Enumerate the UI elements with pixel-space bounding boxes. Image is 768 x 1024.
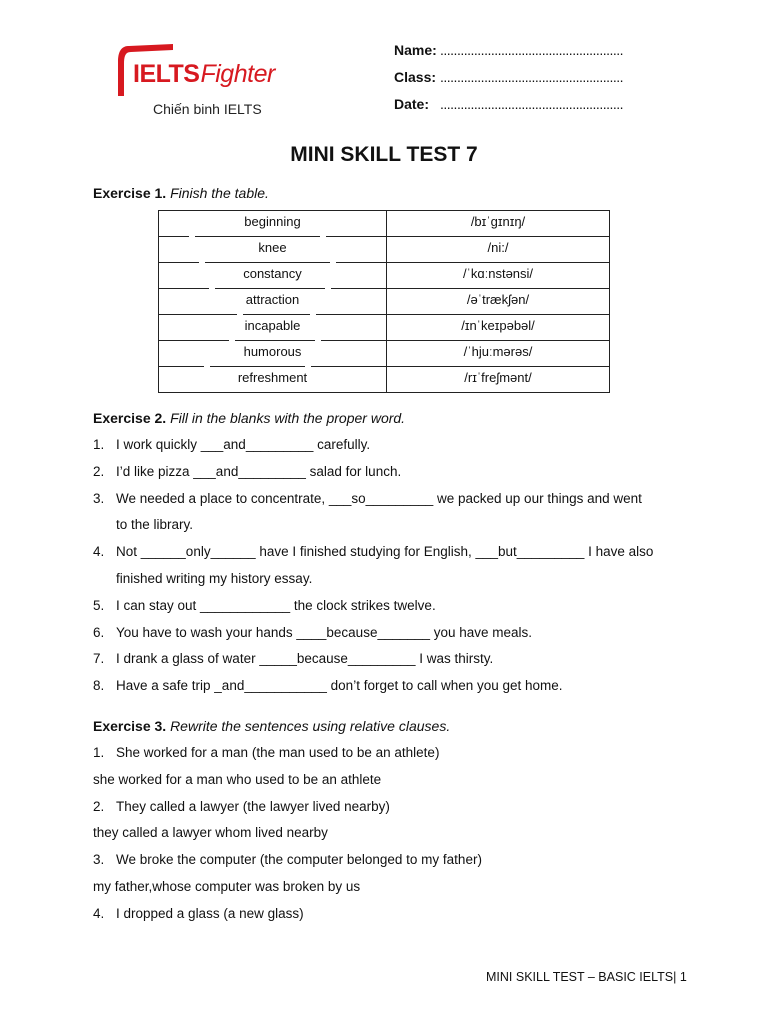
item-text[interactable]: I’d like pizza ___and_________ salad for lunch. xyxy=(116,463,402,479)
item-number: 4. xyxy=(93,905,105,921)
exercise1-label: Exercise 1. xyxy=(93,185,167,201)
word-text: attraction xyxy=(245,292,300,307)
item-text[interactable]: I can stay out ____________ the clock strikes twelve. xyxy=(116,597,436,613)
logo-brand-main: IELTS xyxy=(133,60,200,88)
exercise3-heading xyxy=(93,718,450,734)
word-cell xyxy=(159,315,387,341)
item-number: 5. xyxy=(93,597,105,613)
word-cell xyxy=(159,341,387,367)
ipa-cell xyxy=(387,315,610,341)
word-text: constancy xyxy=(243,266,302,281)
ipa-cell xyxy=(387,289,610,315)
item-continuation xyxy=(93,571,653,598)
item-number: 2. xyxy=(93,463,105,479)
exercise2-list xyxy=(93,437,653,705)
ipa-text: /rɪˈfreʃmənt/ xyxy=(464,370,532,385)
word-cell xyxy=(159,211,387,237)
list-item xyxy=(93,678,653,705)
item-text[interactable]: I work quickly ___and_________ carefully. xyxy=(116,437,371,452)
name-label: Name: xyxy=(394,42,437,58)
item-number: 8. xyxy=(93,678,105,694)
table-row xyxy=(159,237,610,263)
exercise3-instruction: Rewrite the sentences using relative clauses. xyxy=(170,718,451,734)
ielts-fighter-logo xyxy=(115,40,305,120)
word-cell xyxy=(159,263,387,289)
table-row xyxy=(159,367,610,393)
answer-text[interactable]: she worked for a man who used to be an athlete xyxy=(93,771,382,787)
list-item xyxy=(93,852,482,879)
answer-text[interactable]: they called a lawyer whom lived nearby xyxy=(93,825,328,841)
item-text[interactable]: Not ______only______ have I finished studying for English, ___but_________ I have also xyxy=(116,544,654,560)
answer-line xyxy=(93,772,482,799)
item-text: We broke the computer (the computer belonged to my father) xyxy=(116,852,482,868)
list-item xyxy=(93,625,653,652)
word-text: humorous xyxy=(243,344,302,359)
ipa-text: /əˈtrækʃən/ xyxy=(466,292,530,307)
name-field[interactable]: ...................................................... xyxy=(440,42,624,58)
item-text: They called a lawyer (the lawyer lived nearby) xyxy=(116,798,390,814)
item-number: 1. xyxy=(93,745,105,760)
list-item xyxy=(93,745,482,772)
item-text: She worked for a man (the man used to be an athlete) xyxy=(116,745,440,760)
class-label: Class: xyxy=(394,69,437,85)
ipa-text: /ni:/ xyxy=(487,240,509,255)
ipa-text: /ˈkɑːnstənsi/ xyxy=(462,266,534,281)
word-text: incapable xyxy=(244,318,301,333)
word-cell xyxy=(159,289,387,315)
page-footer: MINI SKILL TEST – BASIC IELTS| 1 xyxy=(486,970,687,984)
student-info xyxy=(394,42,623,123)
ipa-cell xyxy=(387,367,610,393)
word-text: beginning xyxy=(244,214,301,229)
page-title: MINI SKILL TEST 7 xyxy=(290,143,478,166)
ipa-text: /ɪnˈkeɪpəbəl/ xyxy=(461,318,535,333)
item-number: 4. xyxy=(93,544,105,560)
class-field[interactable]: ...................................................... xyxy=(440,69,624,85)
word-cell xyxy=(159,367,387,393)
item-number: 6. xyxy=(93,624,105,640)
list-item xyxy=(93,544,653,571)
list-item xyxy=(93,464,653,491)
ipa-text: /ˈhjuːmərəs/ xyxy=(463,344,533,359)
exercise3-list xyxy=(93,745,482,933)
exercise2-heading xyxy=(93,410,405,426)
answer-line xyxy=(93,825,482,852)
table-row xyxy=(159,341,610,367)
list-item xyxy=(93,437,653,464)
list-item xyxy=(93,799,482,826)
exercise1-heading xyxy=(93,185,269,201)
name-row xyxy=(394,42,623,69)
list-item xyxy=(93,651,653,678)
logo-brand xyxy=(133,60,275,89)
class-row xyxy=(394,69,623,96)
item-text[interactable]: We needed a place to concentrate, ___so_________ we packed up our things and went xyxy=(116,490,642,506)
list-item xyxy=(93,491,653,518)
exercise1-instruction: Finish the table. xyxy=(170,185,269,201)
ipa-cell xyxy=(387,211,610,237)
item-continuation-text: to the library. xyxy=(116,517,194,533)
list-item xyxy=(93,598,653,625)
word-cell xyxy=(159,237,387,263)
date-field[interactable]: ...................................................... xyxy=(440,96,624,112)
answer-line xyxy=(93,879,482,906)
ipa-cell xyxy=(387,341,610,367)
list-item xyxy=(93,906,482,933)
ipa-cell xyxy=(387,263,610,289)
ipa-cell xyxy=(387,237,610,263)
item-continuation-text: finished writing my history essay. xyxy=(116,570,313,586)
exercise2-instruction: Fill in the blanks with the proper word. xyxy=(170,410,406,426)
table-row xyxy=(159,263,610,289)
item-number: 3. xyxy=(93,490,105,506)
exercise2-label: Exercise 2. xyxy=(93,410,167,426)
date-row xyxy=(394,96,623,123)
item-text[interactable]: I drank a glass of water _____because_________ I was thirsty. xyxy=(116,651,494,667)
item-number: 1. xyxy=(93,437,105,452)
logo-tagline: Chiến binh IELTS xyxy=(153,101,262,117)
answer-text[interactable]: my father,whose computer was broken by us xyxy=(93,878,361,894)
item-text: I dropped a glass (a new glass) xyxy=(116,905,304,921)
exercise3-label: Exercise 3. xyxy=(93,718,167,734)
logo-brand-sub: Fighter xyxy=(200,60,275,88)
ipa-text: /bɪˈɡɪnɪŋ/ xyxy=(470,214,526,229)
item-number: 3. xyxy=(93,852,105,868)
word-table xyxy=(158,210,610,393)
item-continuation xyxy=(93,517,653,544)
item-number: 7. xyxy=(93,651,105,667)
word-text: refreshment xyxy=(237,370,308,385)
word-text: knee xyxy=(258,240,287,255)
item-number: 2. xyxy=(93,798,105,814)
item-text[interactable]: You have to wash your hands ____because_______ you have meals. xyxy=(116,624,533,640)
table-row xyxy=(159,315,610,341)
item-text[interactable]: Have a safe trip _and___________ don’t forget to call when you get home. xyxy=(116,678,563,694)
date-label: Date: xyxy=(394,96,430,112)
table-row xyxy=(159,211,610,237)
table-row xyxy=(159,289,610,315)
